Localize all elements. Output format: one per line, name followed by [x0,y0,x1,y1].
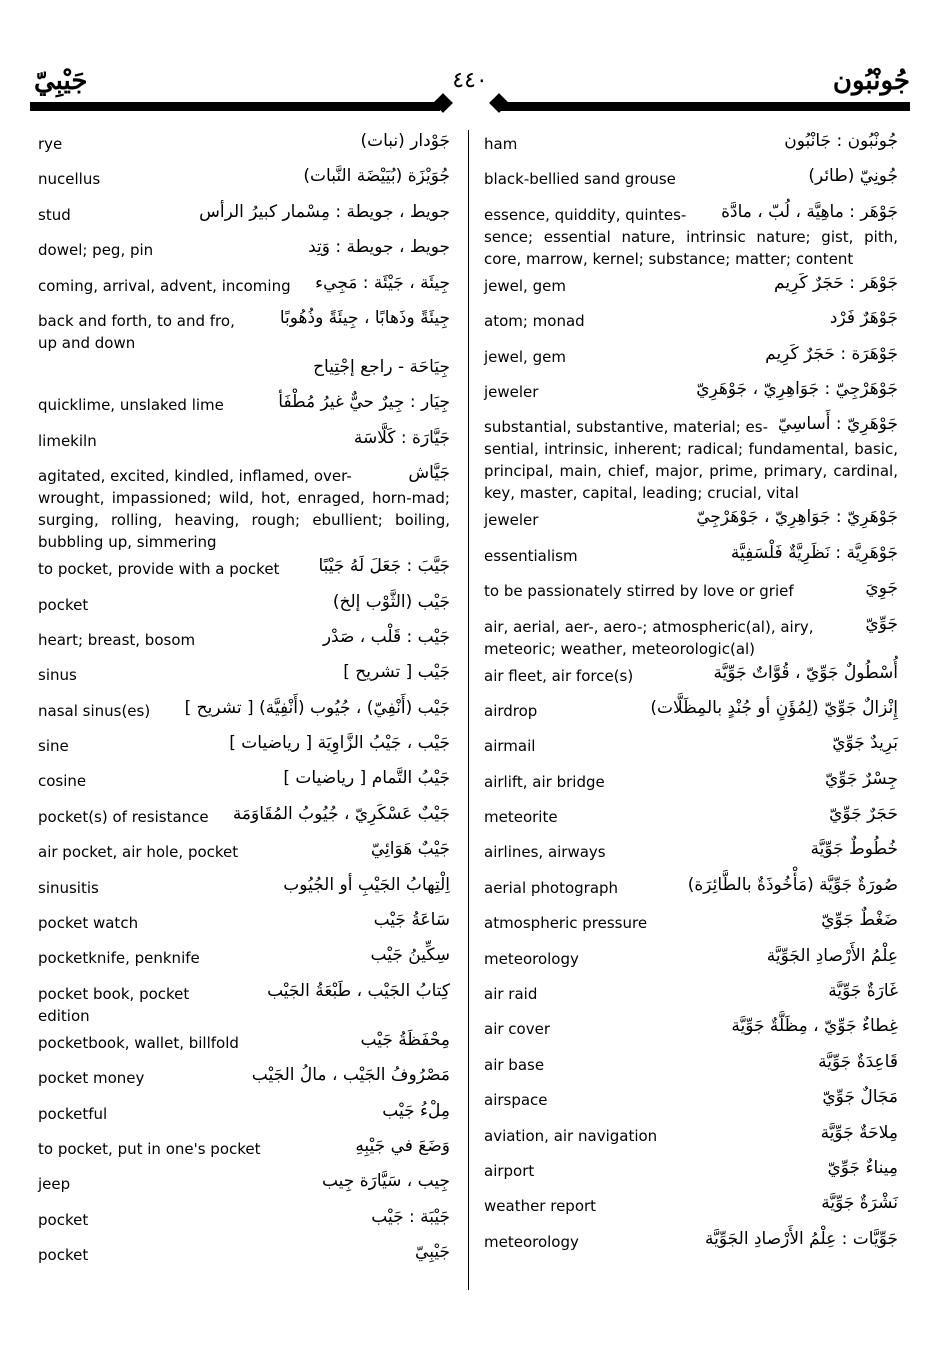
entry-arabic: جُونْبُون : جَانْبُون [784,131,898,151]
dictionary-entry [38,801,450,836]
entry-english: pocket watch [38,914,139,933]
dictionary-entry [484,907,898,942]
dictionary-entry [38,1239,450,1274]
entry-english: agitated, excited, kindled, inflamed, over- [38,467,352,486]
dictionary-entry [484,611,898,660]
entry-arabic: جِسْرٌ جَوِّيّ [824,768,898,789]
entry-english: aviation, air navigation [484,1126,658,1145]
entry-arabic: جَوْهَرِيَّة : نَظَرِيَّةٌ فَلْسَفِيَّة [730,542,898,563]
entry-english: back and forth, to and fro, [38,311,235,330]
dictionary-entry [484,1190,898,1225]
dictionary-entry [38,730,450,765]
entry-arabic: جَوِيَ [865,578,898,599]
entry-english: meteorite [484,808,558,827]
entry-arabic: قَاعِدَةٌ جَوِّيَّة [818,1051,898,1072]
entry-arabic: إِنْزالٌ جَوِّيّ (لِمُؤَنٍ أو جُنْدٍ بالمِظَلَّات) [650,697,898,718]
page-header [30,58,910,118]
dictionary-entry [38,1204,450,1239]
entry-arabic: جُونِيّ (طائر) [808,166,898,187]
entry-arabic: بَرِيدٌ جَوِّيّ [832,733,898,754]
entry-arabic: جِيَار : جِيرٌ حيٌّ غيرُ مُطْفَأ [278,392,450,413]
entry-english: weather report [484,1197,597,1216]
entry-arabic: جَيْب (أَنْفِيّ) ، جُيُوب (أَنْفِيَّة) [ تشريح ] [184,697,450,718]
entry-english: airlift, air bridge [484,772,605,791]
left-column [38,128,450,1275]
entry-arabic: جَوْهَرِيّ : جَوَاهِرِيّ ، جَوْهَرْجِيّ [696,507,898,528]
entry-english: essence, quiddity, quintes- [484,205,687,224]
dictionary-entry [38,659,450,694]
entry-arabic: جِيئَة ، جَيْئَة : مَجِيء [315,272,450,293]
entry-english: air, aerial, aer-, aero-; atmospheric(al), airy, [484,617,814,636]
dictionary-entry [484,695,898,730]
entry-arabic: جَيْبٌ عَسْكَرِيّ ، جُيُوبُ المُقَاوَمَة [232,803,450,824]
entry-arabic: مِحْفَظَةُ جَيْب [360,1029,450,1050]
entry-english: air pocket, air hole, pocket [38,843,239,862]
entry-english: pocket(s) of resistance [38,807,209,826]
entry-english: pocket [38,1246,89,1265]
entry-arabic: جَوْهَر : ماهِيَّة ، لُبّ ، مادَّة [721,201,898,222]
entry-english: quicklime, unslaked lime [38,396,224,415]
entry-arabic: جَوْهَر : حَجَرٌ كَرِيم [774,272,898,293]
entry-english: limekiln [38,431,97,450]
header-rule-left [30,102,440,111]
entry-arabic: جَوْهَرٌ فَرْد [829,308,898,329]
entry-arabic: حَجَرٌ جَوِّيّ [829,804,898,825]
entry-arabic: جَوْدار (نبات) [360,131,450,151]
dictionary-entry [38,695,450,730]
entry-english: meteorology [484,1232,579,1251]
dictionary-entry [484,836,898,871]
dictionary-entry [38,624,450,659]
entry-arabic: جَيْب (الثَّوْب إلخ) [332,591,450,612]
dictionary-entry [38,425,450,460]
dictionary-entry [38,1168,450,1203]
entry-arabic: جِيئَةً وذَهابًا ، جِيئَةً وذُهُوبًا [279,307,450,328]
dictionary-entry [484,943,898,978]
entry-arabic: جَيَّاش [408,463,450,484]
dictionary-entry [484,411,898,504]
entry-english: pocketbook, wallet, billfold [38,1033,239,1052]
entry-english: to pocket, provide with a pocket [38,560,280,579]
dictionary-entry [484,766,898,801]
entry-arabic: صُورَةٌ جَوِّيَّة (مَأْخُوذَةٌ بالطَّائِرَة) [687,874,898,895]
dictionary-entry [38,907,450,942]
entry-arabic: جَوِّيَّات : عِلْمُ الأَرْصادِ الجَوِّيَّة [705,1228,898,1249]
dictionary-entry [484,163,898,198]
entry-arabic: جَيْب : قَلْب ، صَدْر [322,626,450,647]
entry-arabic: جُوَيْزَة (بُيَيْضَة النَّبات) [303,166,450,187]
dictionary-entry [38,234,450,269]
dictionary-entry [484,1084,898,1119]
dictionary-entry [484,1155,898,1190]
entry-arabic: جَوْهَرَة : حَجَرٌ كَرِيم [765,343,898,364]
dictionary-entry [484,978,898,1013]
dictionary-entry [484,341,898,376]
entry-english: airport [484,1161,535,1180]
entry-english: airmail [484,737,536,756]
entry-english: nucellus [38,170,101,189]
header-rule-right [500,102,910,111]
entry-english: atmospheric pressure [484,914,648,933]
dictionary-entry [38,589,450,624]
dictionary-entry [38,942,450,977]
guide-word-right: جُونْبُون [832,66,910,96]
entry-english: pocketknife, penknife [38,949,200,968]
entry-english: pocketful [38,1104,108,1123]
entry-english: aerial photograph [484,878,619,897]
entry-arabic: جَيْبِيّ [415,1242,450,1263]
dictionary-entry [484,540,898,575]
entry-arabic: كِتابُ الجَيْب ، طَبْعَةُ الجَيْب [267,980,450,1001]
dictionary-entry [484,1120,898,1155]
dictionary-entry [38,872,450,907]
entry-english: air cover [484,1020,550,1039]
column-divider [468,130,469,1290]
entry-english: to pocket, put in one's pocket [38,1139,261,1158]
dictionary-entry [38,1062,450,1097]
entry-arabic: جَيْب [ تشريح ] [343,662,450,683]
dictionary-entry [38,128,450,163]
entry-english-continuation: up and down [38,333,136,352]
entry-arabic: ضَغْطٌ جَوِّيّ [821,910,898,931]
dictionary-entry [484,128,898,163]
entry-english: air fleet, air force(s) [484,666,634,685]
entry-arabic: أُسْطُولٌ جَوِّيّ ، قُوَّاتٌ جَوِّيَّة [713,662,898,683]
right-column [484,128,898,1261]
entry-english: jeweler [484,511,539,530]
entry-arabic: خُطُوطٌ جَوِّيَّة [810,839,898,860]
guide-word-left: جَيْبِيّ [34,66,88,96]
dictionary-entry [38,836,450,871]
entry-arabic: مِلْءُ جَيْب [382,1100,450,1121]
entry-english: sinus [38,666,77,685]
dictionary-entry [484,305,898,340]
entry-english: jewel, gem [484,276,566,295]
entry-arabic: جويط ، جويطة : مِسْمار كبيرُ الرأس [199,201,450,222]
dictionary-entry [38,354,450,389]
entry-english: airspace [484,1091,548,1110]
entry-arabic: مَجَالٌ جَوِّيّ [822,1087,898,1108]
entry-english: pocket [38,1210,89,1229]
entry-arabic: مِيناءٌ جَوِّيّ [827,1157,898,1178]
entry-english: to be passionately stirred by love or grief [484,582,794,601]
entry-english-continuation: wrought, impassioned; wild, hot, enraged, horn-mad; surging, rolling, heaving, rough; ebullient; boiling, bubbling up, simmering [38,489,450,552]
dictionary-entry [38,199,450,234]
entry-english-continuation: meteoric; weather, meteorologic(al) [484,639,756,658]
entry-english: atom; monad [484,312,585,331]
entry-english: nasal sinus(es) [38,701,151,720]
entry-arabic: جَيَّارَة : كَلَّاسَة [353,427,450,448]
dictionary-entry [484,872,898,907]
dictionary-entry [38,553,450,588]
entry-english: airdrop [484,701,538,720]
entry-english: stud [38,205,71,224]
entry-english: substantial, substantive, material; es- [484,418,768,437]
entry-arabic: جَيْبُ التَّمام [ رياضيات ] [283,768,450,789]
dictionary-entry [484,1013,898,1048]
entry-english-continuation: sence; essential nature, intrinsic nature; gist, pith, core, marrow, kernel; substance; matter; content [484,227,898,268]
dictionary-entry [38,305,450,354]
entry-english: pocket money [38,1069,145,1088]
entry-arabic: جَيَّبَ : جَعَلَ لَهُ جَيْبًا [318,556,450,577]
entry-english: air base [484,1055,545,1074]
entry-english: airlines, airways [484,843,606,862]
entry-english: meteorology [484,949,579,968]
entry-arabic: جَيْبَة : جَيْب [371,1206,450,1227]
entry-english: jewel, gem [484,347,566,366]
dictionary-entry [38,1027,450,1062]
entry-arabic: غَارَةٌ جَوِّيَّة [828,981,898,1002]
entry-arabic: غِطاءٌ جَوِّيّ ، مِظَلَّةٌ جَوِّيَّة [731,1016,898,1037]
entry-arabic: عِلْمُ الأَرْصادِ الجَوِّيَّة [766,945,898,966]
dictionary-entry [484,376,898,411]
entry-english: jeweler [484,382,539,401]
dictionary-entry [484,504,898,539]
entry-english: ham [484,135,518,153]
dictionary-entry [38,1133,450,1168]
entry-english: essentialism [484,546,578,565]
entry-english: dowel; peg, pin [38,241,154,260]
dictionary-entry [38,389,450,424]
entry-arabic: جَيْب ، جَيْبُ الزَّاوِيَة [ رياضيات ] [229,733,450,754]
dictionary-entry [38,270,450,305]
entry-english: air raid [484,985,538,1004]
dictionary-entry [484,730,898,765]
dictionary-entry [484,1049,898,1084]
entry-english: sine [38,737,69,756]
entry-arabic: وَضَعَ في جَيْبِهِ [355,1135,450,1156]
dictionary-entry [484,575,898,610]
dictionary-entry [484,199,898,270]
entry-arabic: جَوْهَرْجِيّ : جَوَاهِرِيّ ، جَوْهَرِيّ [696,378,898,399]
entry-arabic: نَشْرَةٌ جَوِّيَّة [821,1193,898,1214]
entry-arabic: جَيْبٌ هَوَائِيّ [370,839,450,860]
entry-arabic: مَصْرُوفُ الجَيْب ، مالُ الجَيْب [251,1065,450,1086]
entry-arabic: سَاعَةُ جَيْب [373,910,450,931]
entry-arabic: سِكِّينُ جَيْب [370,945,450,966]
dictionary-entry [484,801,898,836]
dictionary-entry [484,270,898,305]
entry-english: black-bellied sand grouse [484,170,676,189]
dictionary-entry [484,660,898,695]
entry-arabic: جَوِّيّ [865,613,898,634]
entry-english: pocket [38,595,89,614]
entry-arabic: جِيب ، سَيَّارَة جِيب [321,1171,450,1192]
entry-english: jeep [38,1175,71,1194]
dictionary-entry [38,978,450,1027]
entry-english: cosine [38,772,87,791]
entry-english: rye [38,135,63,153]
entry-english-continuation: sential, intrinsic, inherent; radical; fundamental, basic, principal, main, chief, major, prime, primary, cardinal, key, master, capital, leading; crucial, vital [484,440,898,503]
entry-english: sinusitis [38,878,99,897]
dictionary-entry [38,765,450,800]
dictionary-entry [38,163,450,198]
entry-english-continuation: edition [38,1006,90,1025]
dictionary-entry [38,1098,450,1133]
entry-english: pocket book, pocket [38,984,190,1003]
entry-arabic: جويط ، جويطة : وَتِد [308,237,450,258]
entry-arabic: مِلاحَةٌ جَوِّيَّة [820,1122,898,1143]
dictionary-entry [484,1226,898,1261]
page-number: ٤٤٠ [452,68,488,93]
entry-english: heart; breast, bosom [38,630,196,649]
entry-arabic: جَوْهَرِيّ : أَساسِيّ [777,414,898,435]
entry-arabic: اِلْتِهابُ الجَيْبِ أو الجُيُوب [283,874,450,895]
entry-english: coming, arrival, advent, incoming [38,276,291,295]
entry-arabic: جِيَاحَة - راجع إجْتِياح [313,356,450,377]
dictionary-entry [38,460,450,553]
